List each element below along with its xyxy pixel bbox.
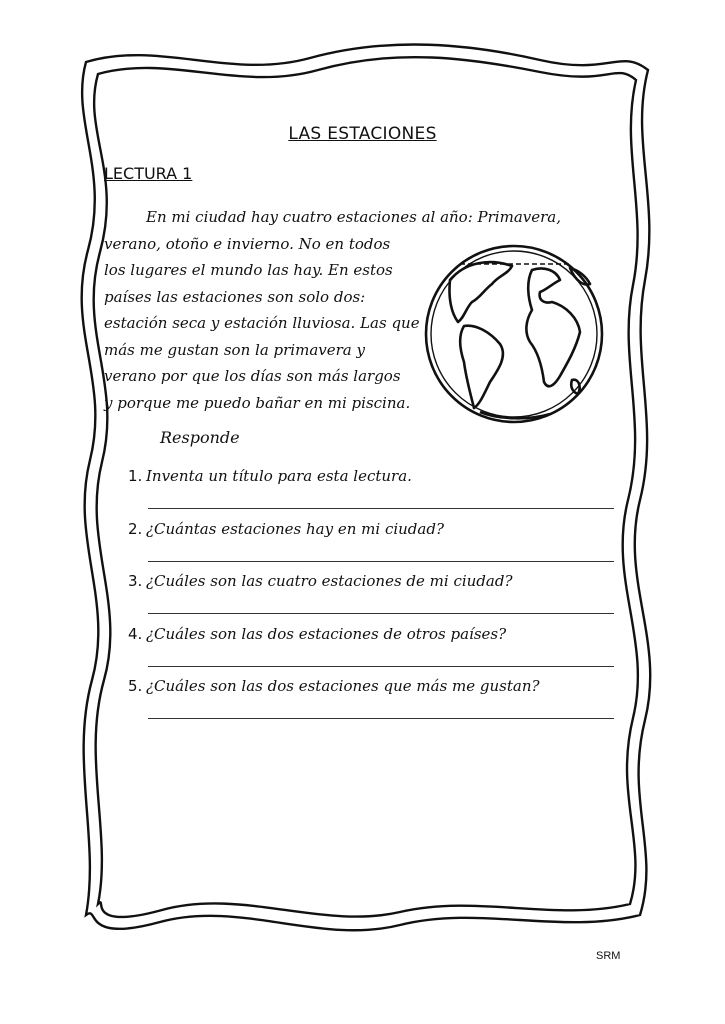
question-text: ¿Cuáles son las dos estaciones de otros países? [146, 624, 507, 643]
answer-line[interactable] [148, 613, 614, 614]
question-number: 3. [128, 572, 143, 590]
reading-line: y porque me puedo bañar en mi piscina. [104, 393, 411, 412]
question-text: ¿Cuáles son las dos estaciones que más me gustan? [146, 677, 540, 695]
footer-initials: SRM [596, 950, 621, 962]
question-number: 5. [128, 677, 143, 695]
question-text: ¿Cuántas estaciones hay en mi ciudad? [146, 519, 444, 538]
answer-line[interactable] [148, 561, 614, 562]
reading-line: En mi ciudad hay cuatro estaciones al año: Primavera, [146, 208, 561, 226]
answer-line[interactable] [148, 666, 614, 667]
question-number: 4. [128, 624, 143, 643]
question-number: 2. [128, 519, 143, 538]
reading-line: verano por que los días son más largos [104, 367, 401, 385]
section-heading: LECTURA 1 [104, 164, 193, 183]
reading-line: los lugares el mundo las hay. En estos [104, 261, 393, 279]
question-list [122, 467, 622, 730]
globe-icon [420, 240, 608, 428]
question-item [122, 520, 622, 573]
responde-heading: Responde [160, 428, 240, 447]
question-text: Inventa un título para esta lectura. [146, 467, 412, 485]
reading-line: más me gustan son la primavera y [104, 340, 365, 359]
answer-line[interactable] [148, 508, 614, 509]
question-number: 1. [128, 467, 143, 485]
question-text: ¿Cuáles son las cuatro estaciones de mi ciudad? [146, 572, 513, 590]
answer-line[interactable] [148, 718, 614, 719]
reading-line: países las estaciones son solo dos: [104, 287, 366, 306]
question-item [122, 572, 622, 625]
question-item [122, 625, 622, 678]
page-title: LAS ESTACIONES [288, 124, 437, 144]
question-item [122, 467, 622, 520]
question-item [122, 677, 622, 730]
reading-line: verano, otoño e invierno. No en todos [104, 234, 391, 253]
reading-line: estación seca y estación lluviosa. Las que [104, 314, 420, 332]
